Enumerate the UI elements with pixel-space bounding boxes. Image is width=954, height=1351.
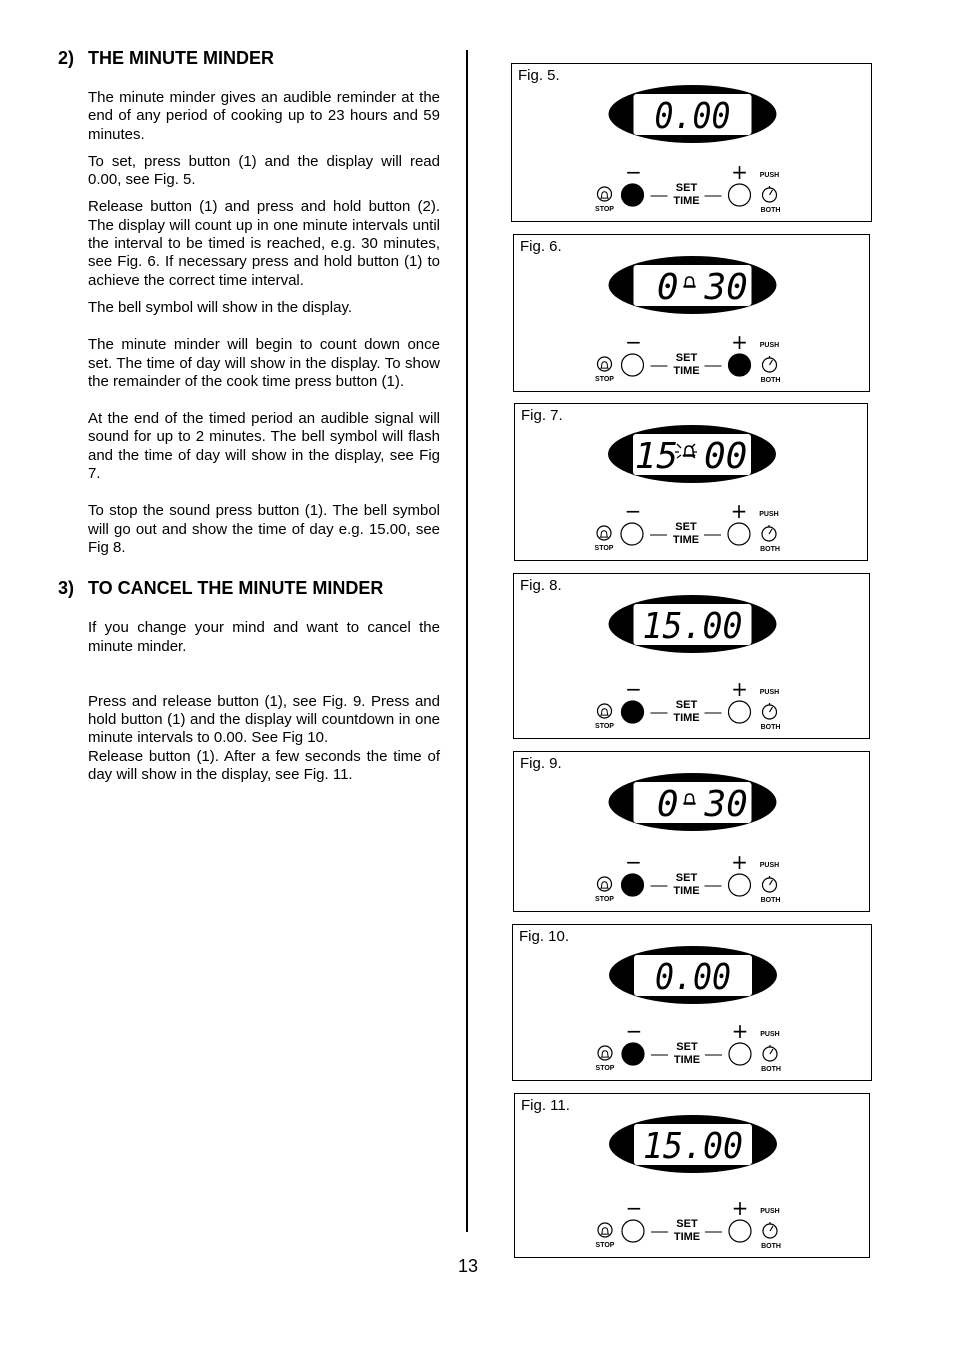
time-label: TIME [673,365,700,377]
stop-bell-icon [597,526,611,540]
display-readout-right: 00 [704,436,748,477]
minus-button [622,1043,644,1065]
minus-symbol: − [625,677,642,701]
clock-icon-hand [770,190,773,195]
push-label: PUSH [759,862,780,869]
clock-icon-hand [770,1226,773,1231]
clock-icon-hand [769,529,772,534]
stop-bell-icon-glyph [601,362,608,368]
set-label: SET [675,872,698,884]
stop-label: STOP [594,545,614,552]
minus-symbol: − [625,1196,643,1220]
plus-symbol: + [731,677,748,701]
push-label: PUSH [759,172,780,179]
both-label: BOTH [760,207,781,214]
plus-symbol: + [731,1019,749,1043]
plus-button [729,1220,751,1242]
display-readout-right: 30 [704,784,748,825]
paragraph: Release button (1). After a few seconds the time of day will show in the display, see Fig. 11. [88,747,440,784]
figure-panel [512,924,872,1081]
minus-button [622,354,644,376]
both-label: BOTH [761,1243,781,1250]
plus-button [729,1043,751,1065]
stop-bell-icon-glyph [601,192,608,198]
plus-button [729,874,751,896]
set-label: SET [675,699,698,711]
set-label: SET [676,1041,698,1053]
section-number: 3) [58,578,75,599]
plus-button [728,523,750,545]
both-label: BOTH [760,546,780,553]
both-label: BOTH [760,724,781,731]
stop-label: STOP [595,376,614,383]
figure-label: Fig. 6. [520,238,562,255]
stop-bell-icon [598,704,612,718]
set-label: SET [675,521,697,533]
figure-label: Fig. 8. [520,577,562,594]
stop-label: STOP [595,206,614,213]
time-label: TIME [672,534,700,546]
figure-label: Fig. 5. [518,67,560,84]
display-readout: 15.00 [642,606,743,647]
clock-icon-hand [770,880,773,885]
paragraph: At the end of the timed period an audible signal will sound for up to 2 minutes. The bell symbol will flash and the time of day will show in the display, see Fig 7. [88,410,440,483]
stop-bell-icon [598,877,612,891]
plus-symbol: + [731,850,748,874]
paragraph: The bell symbol will show in the display. [88,298,353,316]
minus-symbol: − [625,330,642,354]
push-label: PUSH [759,689,780,696]
control-panel-illustration [514,752,871,913]
push-label: PUSH [759,511,779,518]
paragraph: If you change your mind and want to cancel the minute minder. [88,619,440,655]
control-panel-illustration [514,235,871,393]
control-panel-illustration [514,574,871,740]
plus-symbol: + [731,1196,749,1220]
push-label: PUSH [760,1031,780,1038]
stop-bell-icon [598,357,612,371]
minus-button [622,701,644,723]
display-readout: 0.00 [654,96,731,137]
clock-icon-hand [770,1049,773,1054]
section-title: THE MINUTE MINDER [88,48,274,68]
section-heading-minute-minder [58,48,440,69]
control-panel-illustration [513,925,873,1082]
display-readout: 0.00 [655,957,731,998]
minus-symbol: − [625,850,642,874]
set-label: SET [675,352,698,364]
stop-bell-icon-glyph [602,1051,609,1057]
figure-panel [514,1093,870,1258]
figure-panel [513,751,870,912]
display-readout: 15.00 [643,1126,743,1167]
figure-label: Fig. 10. [519,928,570,945]
plus-button [729,354,751,376]
control-panel-illustration [515,1094,871,1259]
time-label: TIME [673,885,700,897]
stop-bell-icon-glyph [601,531,608,537]
set-label: SET [675,182,698,194]
push-label: PUSH [759,342,780,349]
minus-button [622,874,644,896]
paragraph: The minute minder gives an audible reminder at the end of any period of cooking up to 23 hours and 59 minutes. [88,89,440,143]
instructions-column [58,48,440,784]
stop-bell-icon [598,187,612,201]
both-label: BOTH [760,377,781,384]
figure-panel [514,403,868,561]
stop-label: STOP [595,723,614,730]
plus-button [729,701,751,723]
time-label: TIME [673,195,700,207]
stop-bell-icon-glyph [602,1228,609,1234]
minus-button [622,1220,644,1242]
paragraph: Release button (1) and press and hold button (2). The display will count up in one minute intervals until the interval to be timed is reached, e.g. 30 minutes, see Fig. 6. If necessary press and hold button (1) to achieve the correct time interval. [88,198,440,289]
stop-label: STOP [595,1065,615,1072]
both-label: BOTH [760,897,781,904]
minus-symbol: − [624,499,642,523]
display-readout-left: 0 [656,784,679,825]
clock-icon-hand [770,360,773,365]
set-label: SET [676,1218,698,1230]
stop-bell-icon-glyph [601,709,608,715]
plus-button [729,184,751,206]
control-panel-illustration [515,404,869,562]
display-readout-right: 30 [704,267,748,308]
time-label: TIME [673,1231,701,1243]
paragraph: To stop the sound press button (1). The bell symbol will go out and show the time of day e.g. 15.00, see Fig 8. [88,502,440,556]
minus-symbol: − [625,160,642,184]
figure-panel [511,63,872,222]
figure-label: Fig. 9. [520,755,562,772]
both-label: BOTH [761,1066,781,1073]
figure-panel [513,234,870,392]
column-divider [466,50,468,1232]
stop-bell-icon [598,1046,612,1060]
paragraph: Press and release button (1), see Fig. 9. Press and hold button (1) and the display will countdown in one minute intervals to 0.00. See Fig 10. [88,692,440,747]
push-label: PUSH [760,1208,780,1215]
plus-symbol: + [731,160,748,184]
stop-bell-icon [598,1223,612,1237]
paragraph: The minute minder will begin to count down once set. The time of day will show in the display. To show the remainder of the cook time press button (1). [88,336,440,390]
figure-label: Fig. 7. [521,407,563,424]
clock-icon-hand [770,707,773,712]
paragraph: To set, press button (1) and the display will read 0.00, see Fig. 5. [88,152,440,189]
minus-symbol: − [625,1019,643,1043]
display-readout-left: 0 [656,267,679,308]
time-label: TIME [673,1054,701,1066]
plus-symbol: + [730,499,748,523]
stop-bell-icon-glyph [601,882,608,888]
minus-button [621,523,643,545]
control-panel-illustration [512,64,873,223]
time-label: TIME [673,712,700,724]
section-heading-cancel-minute-minder [58,578,440,599]
minus-button [622,184,644,206]
figure-label: Fig. 11. [521,1097,570,1114]
stop-label: STOP [595,896,614,903]
section-title: TO CANCEL THE MINUTE MINDER [88,578,384,599]
plus-symbol: + [731,330,748,354]
stop-label: STOP [595,1242,615,1249]
page-number: 13 [458,1256,479,1276]
section-number: 2) [58,48,75,68]
figure-panel [513,573,870,739]
display-readout-left: 15 [634,436,678,477]
